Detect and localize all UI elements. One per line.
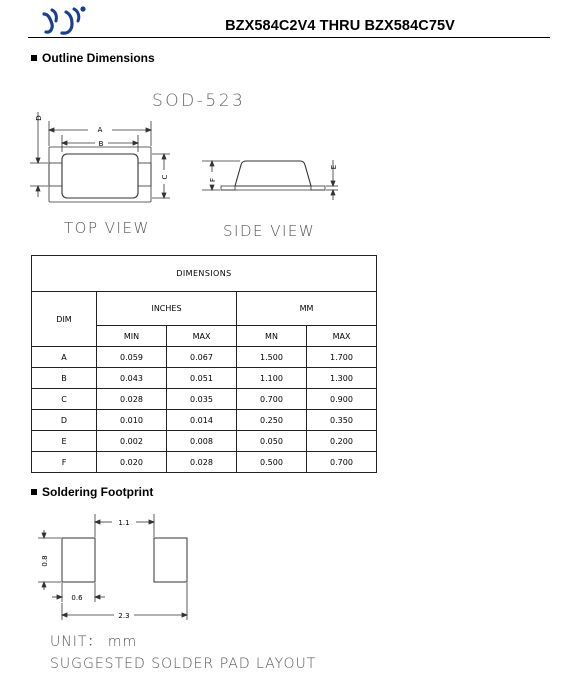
footprint-height-label: 0.8 [41,555,49,567]
row-in-min: 0.002 [97,431,167,452]
table-row [32,410,377,431]
dim-header: DIM [32,292,97,347]
row-dim: B [32,368,97,389]
mm-max-header: MAX [307,326,377,347]
callout-c: C [161,174,169,180]
row-in-min: 0.059 [97,347,167,368]
mm-header: MM [237,292,377,326]
row-mm-max: 1.300 [307,368,377,389]
footprint-gap-label: 1.1 [118,519,130,527]
callout-b: B [98,140,104,148]
dimensions-table [31,255,377,473]
row-in-min: 0.028 [97,389,167,410]
row-dim: C [32,389,97,410]
row-mm-min: 0.500 [237,452,307,473]
row-in-min: 0.010 [97,410,167,431]
row-mm-min: 1.500 [237,347,307,368]
row-mm-max: 0.900 [307,389,377,410]
row-dim: F [32,452,97,473]
footprint-caption: SUGGESTED SOLDER PAD LAYOUT [50,656,317,672]
callout-e: E [330,164,338,170]
table-row [32,431,377,452]
row-mm-min: 1.100 [237,368,307,389]
row-dim: E [32,431,97,452]
row-mm-max: 1.700 [307,347,377,368]
row-in-max: 0.051 [167,368,237,389]
row-in-max: 0.014 [167,410,237,431]
table-row [32,389,377,410]
document-title: BZX584C2V4 THRU BZX584C75V [225,18,455,34]
side-view-drawing [202,160,338,200]
top-view-label: TOP VIEW [64,219,150,237]
row-mm-min: 0.700 [237,389,307,410]
mm-min-header: MN [237,326,307,347]
row-dim: A [32,347,97,368]
footprint-section-title: Soldering Footprint [31,485,153,499]
inches-max-header: MAX [167,326,237,347]
table-row [32,368,377,389]
callout-a: A [97,126,103,134]
row-mm-min: 0.050 [237,431,307,452]
footprint-drawing [38,514,187,620]
inches-header: INCHES [97,292,237,326]
row-in-max: 0.067 [167,347,237,368]
footprint-total-label: 2.3 [118,612,130,620]
table-row [32,347,377,368]
row-mm-max: 0.700 [307,452,377,473]
row-in-max: 0.028 [167,452,237,473]
inches-min-header: MIN [97,326,167,347]
row-dim: D [32,410,97,431]
row-in-max: 0.008 [167,431,237,452]
outline-section-title: Outline Dimensions [31,51,155,65]
unit-text: UNIT： mm [50,634,138,650]
footprint-pad-width-label: 0.6 [71,594,83,602]
table-row [32,452,377,473]
row-in-min: 0.043 [97,368,167,389]
row-in-min: 0.020 [97,452,167,473]
package-name: SOD-523 [152,91,246,111]
side-view-label: SIDE VIEW [223,222,316,240]
row-mm-min: 0.250 [237,410,307,431]
callout-f: F [209,177,217,183]
row-mm-max: 0.350 [307,410,377,431]
callout-d: D [35,115,43,121]
table-title: DIMENSIONS [32,256,377,292]
row-mm-max: 0.200 [307,431,377,452]
row-in-max: 0.035 [167,389,237,410]
